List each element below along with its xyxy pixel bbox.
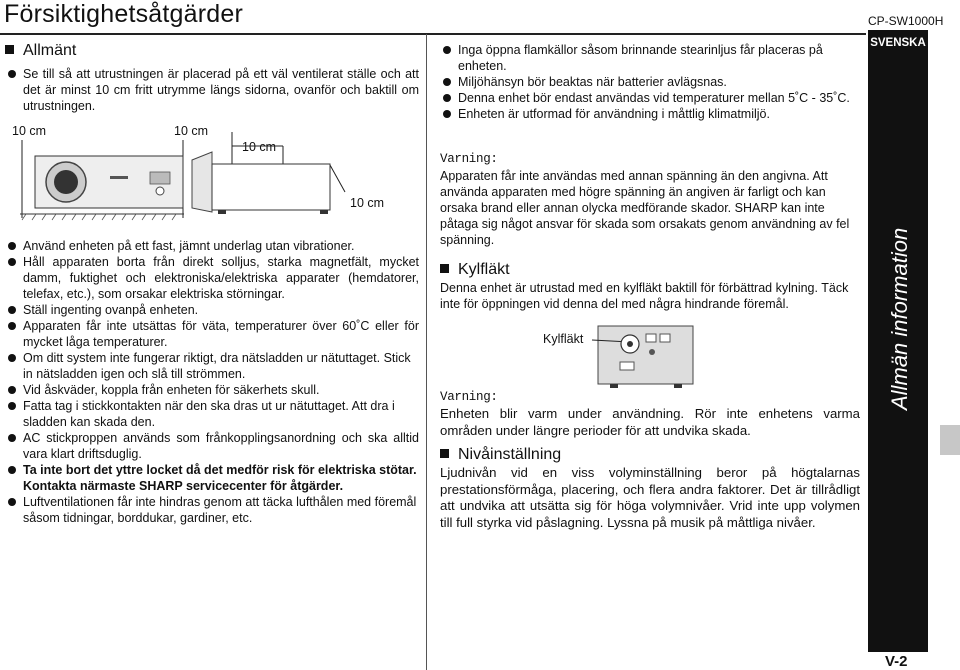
warning-label-heat: Varning: <box>440 390 498 404</box>
list-item: Luftventilationen får inte hindras genom att täcka lufthålen med föremål såsom tidningar, borddukar, gardiner, etc. <box>5 494 419 526</box>
dim-label-top: 10 cm <box>242 140 277 154</box>
thumb-tab <box>940 425 960 455</box>
dim-label-left: 10 cm <box>12 124 47 138</box>
clearance-diagram <box>0 120 426 230</box>
page-title: Försiktighetsåtgärder <box>4 0 244 28</box>
square-bullet-icon <box>5 45 14 54</box>
language-tab: SVENSKA <box>868 30 928 57</box>
section-heading-kylflakt: Kylfläkt <box>440 261 510 279</box>
list-item: Håll apparaten borta från direkt solljus, starka magnetfält, mycket damm, fuktighet och elektroniska/elektriska apparater (hemdatorer, telefax, etc.), som orsakar elektriska störningar. <box>5 254 419 302</box>
list-item: Använd enheten på ett fast, jämnt underlag utan vibrationer. <box>5 238 419 254</box>
dim-label-mid: 10 cm <box>174 124 209 138</box>
list-item: Apparaten får inte utsättas för väta, temperaturer över 60˚C eller för mycket låga temperaturer. <box>5 318 419 350</box>
list-item: Om ditt system inte fungerar riktigt, dra nätsladden ur nätuttaget. Stick in nätsladden igen och slå till strömmen. <box>5 350 419 382</box>
list-item: Miljöhänsyn bör beaktas när batterier avlägsnas. <box>440 74 860 90</box>
list-item: Fatta tag i stickkontakten när den ska dras ut ur nätuttaget. Att dra i sladden kan skada den. <box>5 398 419 430</box>
title-divider <box>0 33 866 35</box>
general-bullet-list <box>5 238 419 526</box>
model-number: CP-SW1000H <box>868 14 944 28</box>
dim-label-right: 10 cm <box>350 196 385 210</box>
kylflakt-text: Denna enhet är utrustad med en kylfläkt baktill för förbättrad kylning. Täck inte för öppningen vid denna del med några hindrande föremål. <box>440 281 849 311</box>
niva-text: Ljudnivån vid en viss volyminställning beror på högtalarnas prestationsförmåga, placering, och flera andra faktorer. Det är tillrådligt att undvika att utsätta sig för höga volymnivåer. Vrid inte upp volymen till full styrka vid påslagning. Lyssna på musik på måttliga nivåer. <box>440 465 860 530</box>
warning-label-voltage: Varning: <box>440 152 498 166</box>
section-heading-niva: Nivåinställning <box>440 446 561 464</box>
list-item: Se till så att utrustningen är placerad på ett väl ventilerat ställe och att det är minst 10 cm fritt utrymme längs sidorna, ovanför och baktill om utrustningen. <box>5 66 419 114</box>
square-bullet-icon <box>440 264 449 273</box>
section-side-label: Allmän information <box>887 227 912 410</box>
list-item: Enheten är utformad för användning i måttlig klimatmiljö. <box>440 106 860 122</box>
right-bullet-list <box>440 42 860 122</box>
list-item: Vid åskväder, koppla från enheten för säkerhets skull. <box>5 382 419 398</box>
column-divider <box>426 34 427 670</box>
rear-panel-diagram <box>590 322 700 392</box>
list-item: Denna enhet bör endast användas vid temperaturer mellan 5˚C - 35˚C. <box>440 90 860 106</box>
list-item: Inga öppna flamkällor såsom brinnande stearinljus får placeras på enheten. <box>440 42 860 74</box>
list-item: AC stickproppen används som frånkopplingsanordning och ska alltid vara klart driftsduglig. <box>5 430 419 462</box>
square-bullet-icon <box>440 449 449 458</box>
intro-list <box>5 66 419 114</box>
warning-text-voltage: Apparaten får inte användas med annan spänning än den angivna. Att använda apparaten med högre spänning än angiven är farligt och kan orsaka brand eller annan olycka medförande skador. SHARP kan inte påtaga sig något ansvar för skada som orsakats genom användning av fel spänning. <box>440 169 850 247</box>
list-item: Ta inte bort det yttre locket då det medför risk för elektriska stötar. Kontakta närmaste SHARP servicecenter för åtgärder. <box>5 462 419 494</box>
fan-callout-label: Kylfläkt <box>543 332 584 346</box>
page-number: V-2 <box>885 653 908 670</box>
section-heading-allmant: Allmänt <box>5 42 76 60</box>
warning-text-heat: Enheten blir varm under användning. Rör inte enhetens varma områden under längre perioder för att undvika skada. <box>440 406 860 438</box>
list-item: Ställ ingenting ovanpå enheten. <box>5 302 419 318</box>
